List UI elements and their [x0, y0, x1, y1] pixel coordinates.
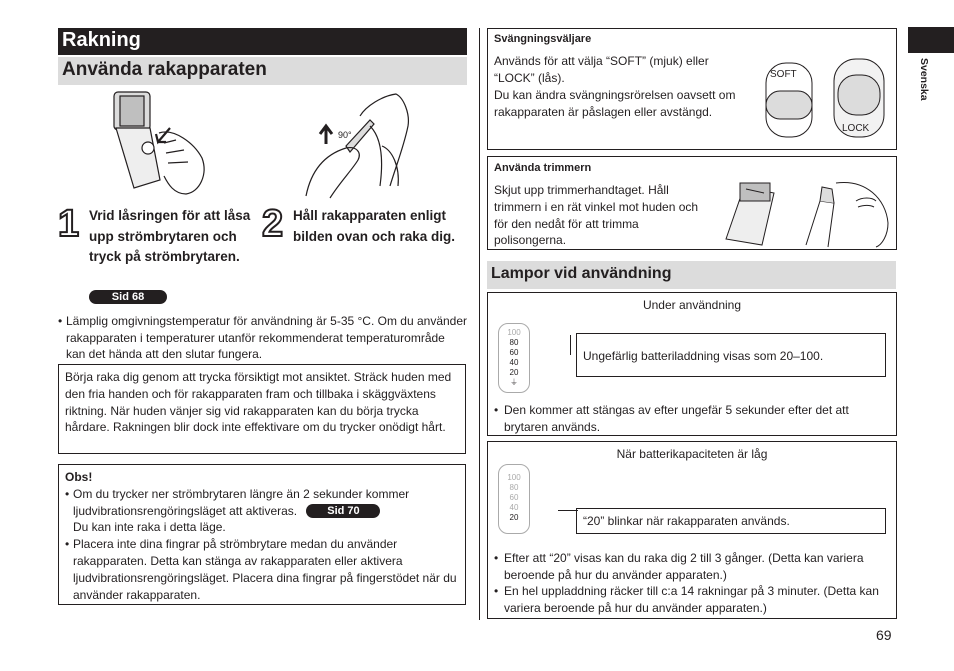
language-tab [908, 27, 954, 53]
gauge-60: 60 [509, 348, 519, 357]
soft-label: SOFT [770, 69, 797, 80]
gauge-20: 20 [509, 368, 519, 377]
trimmer-text: Skjut upp trimmerhandtaget. Håll trimmern i en rät vinkel mot huden och för den nedåt för att trimma polisongerna. [494, 183, 699, 248]
in-use-bullet: • Den kommer att stängas av efter ungefär 5 sekunder efter det att brytaren används. [494, 403, 849, 434]
trimmer-illustration [716, 179, 892, 249]
trimmer-box [487, 156, 897, 250]
section-title: Rakning [58, 28, 467, 55]
swing-text-1: Används för att välja “SOFT” (mjuk) eller “LOCK” (lås). [494, 54, 709, 85]
trimmer-title: Använda trimmern [494, 162, 592, 174]
in-use-callout: Ungefärlig batteriladdning visas som 20–100. [576, 333, 886, 377]
gauge-20-blinking: 20 [509, 513, 519, 522]
low-battery-gauge: 100 80 60 40 20 [498, 464, 530, 534]
lamps-low-box [487, 441, 897, 619]
low-bullet-1: • Efter att “20” visas kan du raka dig 2 till 3 gånger. (Detta kan variera beroende på hur du använder apparaten.) [494, 551, 864, 582]
obs-item-2: • Placera inte dina fingrar på strömbrytare medan du använder rakapparaten. Detta kan stänga av rakapparaten eller aktivera ljudvibrationsrengöringsläget. Placera dina fingrar på fingerstödet när du använder rakapparaten. [65, 537, 457, 602]
shaving-angle-illustration [300, 86, 420, 200]
shaving-tip-box: Börja raka dig genom att trycka försiktigt mot ansiktet. Sträck huden med den fria handen och för rakapparaten fram och tillbaka i skäggväxtens riktning. När huden vänjer sig vid rakapparaten kan du börja trycka hårdare. Rakningen blir dock inte effektivare om du trycker onödigt hårt. [58, 364, 466, 454]
in-use-caption: Under användning [642, 298, 742, 312]
gauge-80: 80 [509, 338, 519, 347]
in-use-connector [570, 335, 571, 355]
obs-title: Obs! [65, 470, 93, 484]
plug-icon: ⏚ [510, 378, 518, 387]
step-1-number: 1 [58, 203, 80, 245]
step-1-page-ref[interactable]: Sid 68 [89, 290, 167, 304]
lamps-title: Lampor vid användning [487, 261, 896, 289]
gauge-100: 100 [507, 328, 521, 337]
obs-page-ref[interactable]: Sid 70 [306, 504, 380, 518]
swing-title: Svängningsväljare [494, 33, 592, 45]
in-use-battery-gauge [498, 323, 530, 393]
language-label: Svenska [918, 58, 930, 101]
step-2-number: 2 [262, 203, 284, 245]
obs-box [58, 464, 466, 605]
gauge-40: 40 [509, 358, 519, 367]
low-callout: “20” blinkar när rakapparaten används. [576, 508, 886, 534]
swing-selector-box [487, 28, 897, 150]
temperature-note: • Lämplig omgivningstemperatur för användning är 5-35 °C. Om du använder rakapparaten i temperaturer utanför rekommenderat temperaturområde kan det hända att den slutar fungera. [58, 314, 468, 361]
page-number: 69 [876, 627, 892, 643]
lamps-in-use-box [487, 292, 897, 436]
low-connector [558, 510, 578, 511]
swing-switch-illustration [758, 55, 893, 139]
page-subtitle: Använda rakapparaten [58, 57, 467, 85]
low-bullet-2: • En hel uppladdning räcker till c:a 14 rakningar på 3 minuter. (Detta kan variera beroende på hur du använder apparaten.) [494, 584, 879, 615]
lock-label: LOCK [842, 123, 870, 134]
column-divider [479, 28, 480, 620]
swing-text-2: Du kan ändra svängningsrörelsen oavsett om rakapparaten är påslagen eller avstängd. [494, 88, 736, 119]
angle-label: 90° [338, 130, 352, 140]
low-caption: När batterikapaciteten är låg [616, 447, 768, 461]
step-2-text: Håll rakapparaten enligt bilden ovan och raka dig. [293, 208, 456, 244]
obs-item-1: • Om du trycker ner strömbrytaren längre än 2 sekunder kommer ljudvibrationsrengöringsläget att aktiveras. Sid 70 Du kan inte raka i detta läge. [65, 486, 410, 535]
shaver-unlock-illustration [104, 88, 214, 198]
step-1-text: Vrid låsringen för att låsa upp strömbrytaren och tryck på strömbrytaren. [89, 208, 251, 264]
